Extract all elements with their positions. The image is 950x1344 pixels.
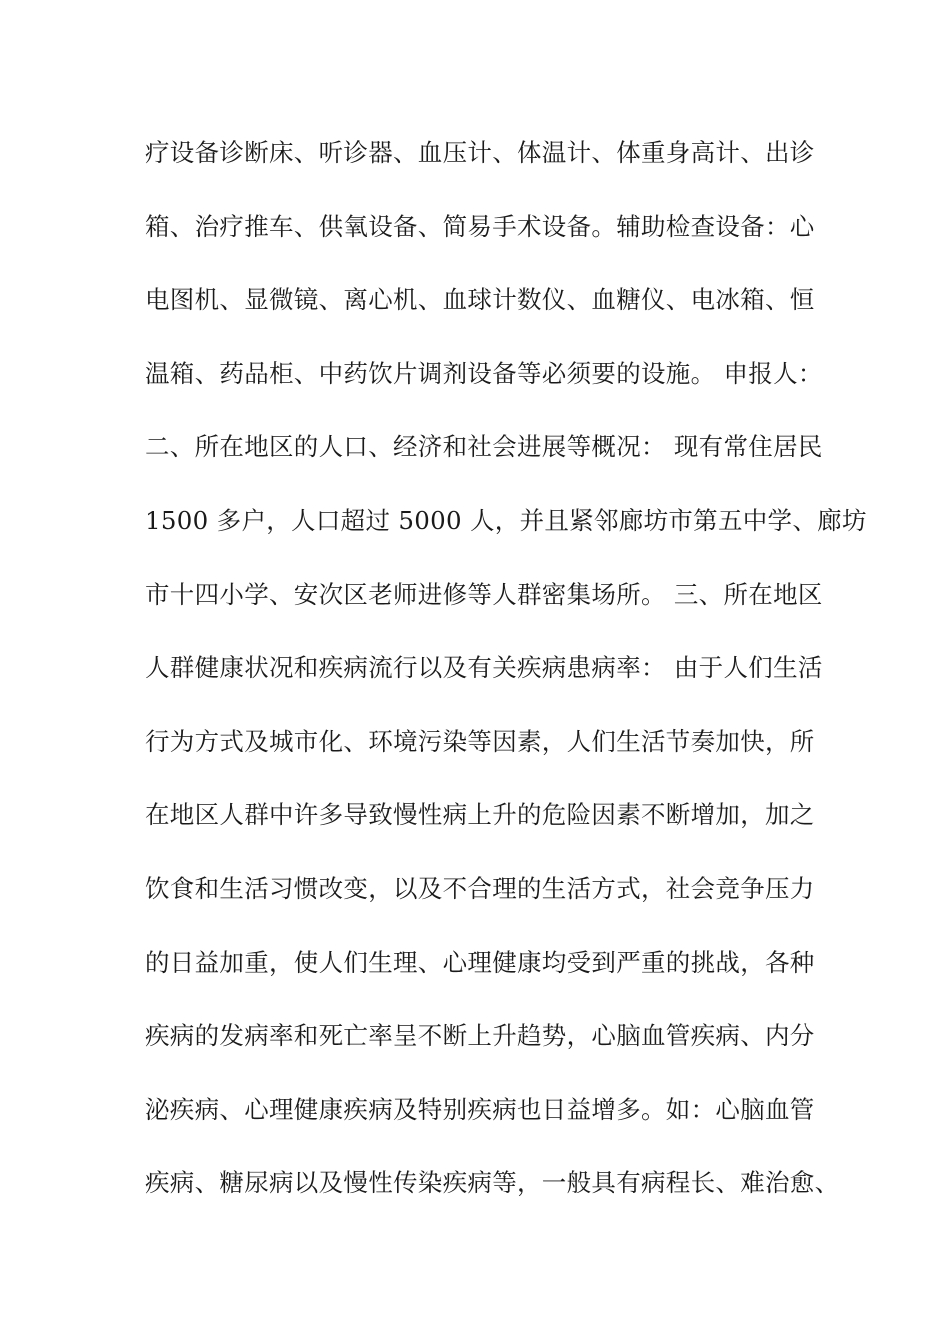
text-line: 二、所在地区的人口、经济和社会进展等概况： 现有常住居民 — [145, 432, 823, 462]
text-line: 1500 多户，人口超过 5000 人，并且紧邻廊坊市第五中学、廊坊 — [145, 505, 867, 535]
text-line: 在地区人群中许多导致慢性病上升的危险因素不断增加，加之 — [145, 800, 815, 830]
body-text — [145, 128, 867, 1232]
text-line: 行为方式及城市化、环境污染等因素，人们生活节奏加快，所 — [145, 726, 815, 756]
text-line: 饮食和生活习惯改变，以及不合理的生活方式，社会竞争压力 — [145, 873, 815, 903]
text-line: 疾病的发病率和死亡率呈不断上升趋势，心脑血管疾病、内分 — [145, 1021, 815, 1051]
text-line: 电图机、显微镜、离心机、血球计数仪、血糖仪、电冰箱、恒 — [145, 285, 815, 315]
text-line: 泌疾病、心理健康疾病及特别疾病也日益增多。如：心脑血管 — [145, 1094, 815, 1124]
text-line: 疾病、糖尿病以及慢性传染疾病等，一般具有病程长、难治愈、 — [145, 1168, 840, 1198]
text-line: 的日益加重，使人们生理、心理健康均受到严重的挑战，各种 — [145, 947, 815, 977]
text-line: 市十四小学、安次区老师进修等人群密集场所。 三、所在地区 — [145, 579, 823, 609]
text-line: 温箱、药品柜、中药饮片调剂设备等必须要的设施。 申报人： — [145, 358, 823, 388]
text-line: 人群健康状况和疾病流行以及有关疾病患病率： 由于人们生活 — [145, 653, 823, 683]
text-line: 箱、治疗推车、供氧设备、简易手术设备。辅助检查设备：心 — [145, 211, 815, 241]
text-line: 疗设备诊断床、听诊器、血压计、体温计、体重身高计、出诊 — [145, 138, 815, 167]
